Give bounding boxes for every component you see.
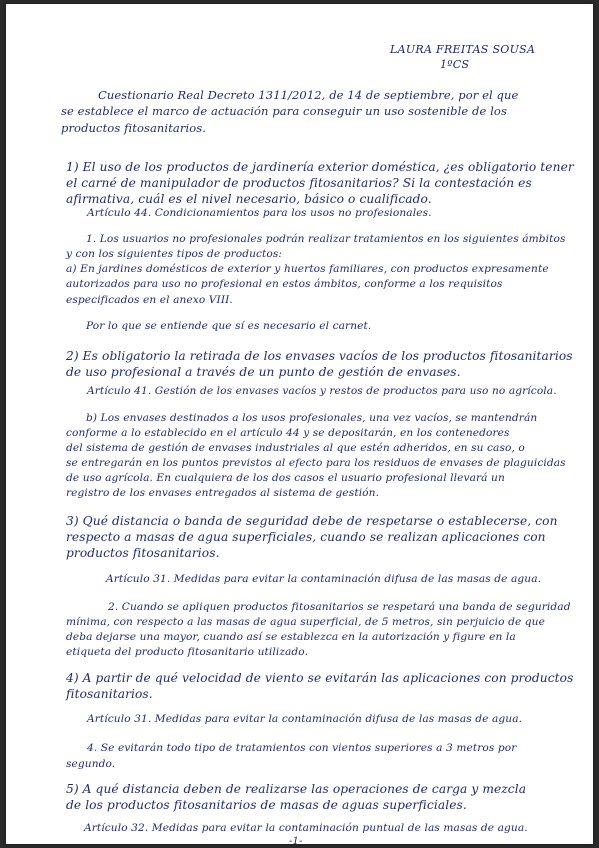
conclusion: Por lo que se entiende que sí es necesario el carnet.: [86, 320, 372, 332]
answer-line: segundo.: [66, 758, 116, 770]
document-page: [6, 4, 593, 844]
answer-line: del sistema de gestión de envases industriales al que estén adheridos, en su caso, o: [66, 442, 525, 454]
answer-line: registro de los envases entregados al sistema de gestión.: [66, 487, 380, 499]
question-line: afirmativa, cuál es el nivel necesario, básico o cualificado.: [66, 192, 432, 206]
heading-line: productos fitosanitarios.: [61, 121, 207, 135]
answer-line: 2. Cuando se apliquen productos fitosanitarios se respetará una banda de seguridad: [108, 601, 571, 613]
answer-line: mínima, con respecto a las masas de agua superficial, de 5 metros, sin perjuicio de que: [66, 616, 545, 628]
article-reference: Artículo 32. Medidas para evitar la contaminación puntual de las masas de agua.: [84, 822, 528, 834]
answer-line: y con los siguientes tipos de productos:: [66, 248, 283, 260]
answer-line: a) En jardines domésticos de exterior y huertos familiares, con productos expresamente: [66, 263, 549, 275]
answer-line: etiqueta del producto fitosanitario utilizado.: [66, 646, 309, 658]
question-line: de los productos fitosanitarios de masas de aguas superficiales.: [66, 798, 467, 812]
answer-line: se entregarán en los puntos previstos al efecto para los residuos de envases de plaguicidas: [66, 457, 566, 469]
page-number: -1-: [289, 836, 303, 844]
question-line: productos fitosanitarios.: [66, 546, 220, 560]
article-reference: Artículo 41. Gestión de los envases vacíos y restos de productos para uso no agrícola.: [87, 385, 557, 397]
answer-line: especificados en el anexo VIII.: [66, 294, 233, 306]
author-class: 1ºCS: [440, 58, 470, 71]
answer-line: 1. Los usuarios no profesionales podrán realizar tratamientos en los siguientes ámbitos: [86, 233, 566, 245]
question-line: 1) El uso de los productos de jardinería exterior doméstica, ¿es obligatorio tener: [66, 160, 574, 174]
answer-line: deba dejarse una mayor, cuando así se establezca en la autorización y figure en la: [66, 631, 516, 643]
question-line: 5) A qué distancia deben de realizarse las operaciones de carga y mezcla: [66, 782, 527, 796]
heading-line: se establece el marco de actuación para conseguir un uso sostenible de los: [61, 104, 507, 118]
answer-line: 4. Se evitarán todo tipo de tratamientos con vientos superiores a 3 metros por: [87, 742, 517, 754]
heading-line: Cuestionario Real Decreto 1311/2012, de 14 de septiembre, por el que: [98, 88, 519, 102]
question-line: de uso profesional a través de un punto de gestión de envases.: [66, 365, 461, 379]
question-line: 4) A partir de qué velocidad de viento se evitarán las aplicaciones con productos: [66, 671, 574, 685]
article-reference: Artículo 31. Medidas para evitar la contaminación difusa de las masas de agua.: [106, 573, 542, 585]
question-line: 2) Es obligatorio la retirada de los envases vacíos de los productos fitosanitarios: [66, 349, 573, 363]
answer-line: autorizados para uso no profesional en estos ámbitos, conforme a los requisitos: [66, 278, 503, 290]
article-reference: Artículo 44. Condicionamientos para los usos no profesionales.: [87, 207, 432, 219]
question-line: fitosanitarios.: [66, 687, 153, 701]
question-line: el carné de manipulador de productos fitosanitarios? Si la contestación es: [66, 176, 532, 190]
answer-line: b) Los envases destinados a los usos profesionales, una vez vacíos, se mantendrán: [86, 412, 538, 424]
question-line: 3) Qué distancia o banda de seguridad debe de respetarse o establecerse, con: [66, 514, 558, 528]
answer-line: de uso agrícola. En cualquiera de los dos casos el usuario profesional llevará un: [66, 472, 505, 484]
answer-line: conforme a lo establecido en el artículo 44 y se depositarán, en los contenedores: [66, 427, 510, 439]
question-line: respecto a masas de agua superficiales, cuando se realizan aplicaciones con: [66, 530, 546, 544]
article-reference: Artículo 31. Medidas para evitar la contaminación difusa de las masas de agua.: [87, 713, 523, 725]
author-name: LAURA FREITAS SOUSA: [390, 43, 536, 56]
